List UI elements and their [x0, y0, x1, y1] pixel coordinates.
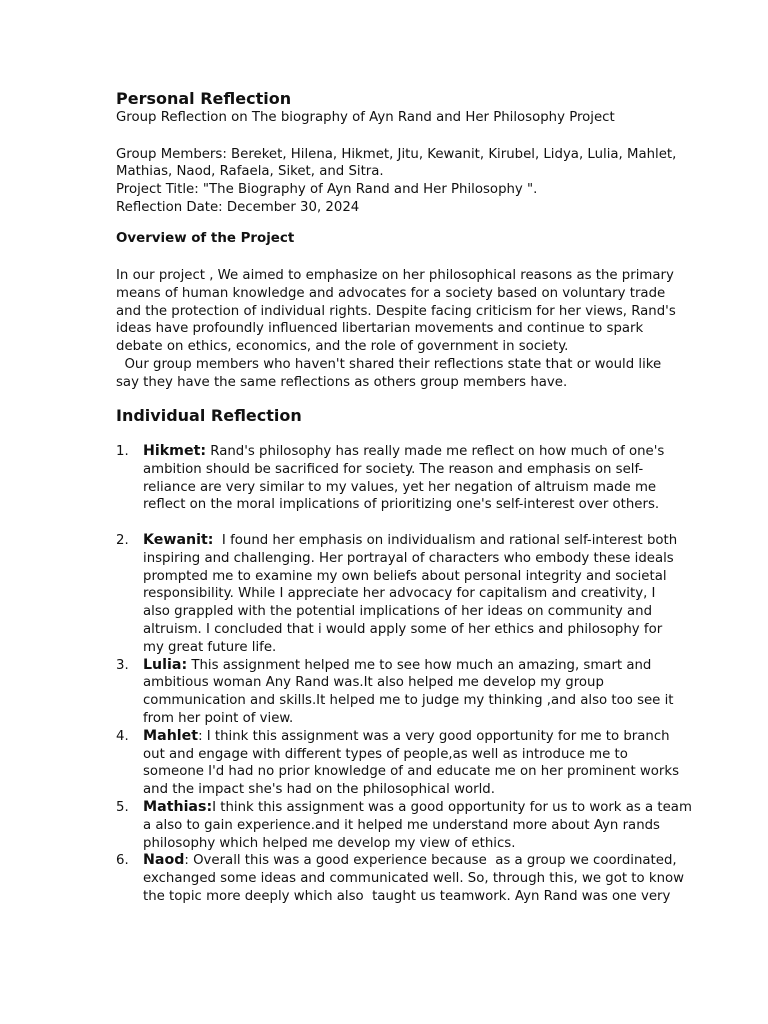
member-name: Lulia: [143, 656, 188, 673]
overview-line: means of human knowledge and advocates for a society based on voluntary trade [116, 285, 666, 301]
reflection-text: I think this assignment was a good opportunity for us to work as a team [212, 799, 692, 815]
reflection-line: reliance are very similar to my values, yet her negation of altruism made me [143, 479, 657, 495]
reflection-list [116, 443, 692, 906]
list-number: 5. [116, 799, 129, 815]
overview-line: ideas have profoundly influenced libertarian movements and continue to spark [116, 321, 644, 337]
list-item [116, 532, 676, 657]
reflection-text: This assignment helped me to see how much an amazing, smart and [187, 657, 652, 673]
list-number: 1. [116, 444, 129, 459]
reflection-date-line: Reflection Date: December 30, 2024 [116, 200, 360, 215]
reflection-line: responsibility. While I appreciate her advocacy for capitalism and creativity, I [143, 586, 656, 602]
overview-heading: Overview of the Project [116, 231, 295, 246]
reflection-text: : I think this assignment was a very good opportunity for me to branch [198, 728, 670, 744]
reflection-text: I found her emphasis on individualism and rational self-interest both [213, 532, 678, 548]
reflection-line: and the impact she's had on the philosophical world. [143, 782, 495, 798]
reflection-line: communication and skills.It helped me to judge my thinking ,and also too see it [143, 693, 674, 709]
page-title: Personal Reflection [116, 89, 292, 108]
reflection-line: out and engage with different types of people,as well as introduce me to [143, 746, 628, 762]
reflection-line: my great future life. [143, 639, 277, 655]
overview-line: say they have the same reflections as others group members have. [116, 374, 568, 390]
reflection-text: Rand's philosophy has really made me reflect on how much of one's [206, 444, 665, 459]
reflection-line: ambitious woman Any Rand was.It also helped me develop my group [143, 675, 604, 691]
reflection-line: philosophy which helped me develop my view of ethics. [143, 835, 516, 851]
member-name: Naod [143, 852, 185, 869]
list-number: 3. [116, 657, 129, 673]
list-number: 6. [116, 853, 129, 869]
reflection-line: from her point of view. [143, 710, 294, 726]
reflection-line: ambition should be sacrificed for society. The reason and emphasis on self- [143, 461, 644, 477]
member-name: Kewanit: [143, 531, 214, 548]
reflection-line: reflect on the moral implications of prioritizing one's self-interest over others. [143, 497, 660, 513]
list-item [116, 657, 676, 728]
project-title-line: Project Title: "The Biography of Ayn Rand and Her Philosophy ". [116, 182, 538, 197]
reflection-line: the topic more deeply which also taught us teamwork. Ayn Rand was one very [143, 888, 671, 904]
list-item [116, 852, 685, 905]
overview-paragraph [116, 267, 676, 392]
members-line-1: Group Members: Bereket, Hilena, Hikmet, Jitu, Kewanit, Kirubel, Lidya, Lulia, Mahlet, [116, 147, 677, 162]
list-item [116, 798, 692, 852]
list-number: 2. [116, 532, 129, 548]
overview-line: Our group members who haven't shared their reflections state that or would like [116, 356, 662, 372]
list-item [116, 443, 676, 514]
member-name: Mathias: [143, 798, 213, 815]
reflection-line: inspiring and challenging. Her portrayal of characters who embody these ideals [143, 550, 674, 566]
list-item [116, 727, 680, 799]
members-line-2: Mathias, Naod, Rafaela, Siket, and Sitra. [116, 164, 384, 179]
page-subtitle: Group Reflection on The biography of Ayn Rand and Her Philosophy Project [116, 110, 615, 125]
list-number: 4. [116, 728, 129, 744]
member-name: Hikmet: [143, 443, 207, 459]
reflection-text: : Overall this was a good experience because as a group we coordinated, [184, 853, 677, 869]
reflection-line: a also to gain experience.and it helped me understand more about Ayn rands [143, 817, 660, 833]
individual-reflection-heading: Individual Reflection [116, 406, 302, 425]
reflection-line: prompted me to examine my own beliefs about personal integrity and societal [143, 568, 667, 584]
reflection-line: also grappled with the potential implications of her ideas on community and [143, 604, 653, 620]
overview-line: and the protection of individual rights. Despite facing criticism for her views, Rand's [116, 303, 676, 319]
reflection-line: someone I'd had no prior knowledge of and educate me on her prominent works [143, 764, 680, 780]
overview-line: In our project , We aimed to emphasize on her philosophical reasons as the primary [116, 268, 674, 283]
reflection-line: altruism. I concluded that i would apply some of her ethics and philosophy for [143, 621, 663, 637]
overview-line: debate on ethics, economics, and the role of government in society. [116, 339, 569, 355]
member-name: Mahlet [143, 727, 199, 744]
reflection-line: exchanged some ideas and communicated well. So, through this, we got to know [143, 871, 685, 887]
